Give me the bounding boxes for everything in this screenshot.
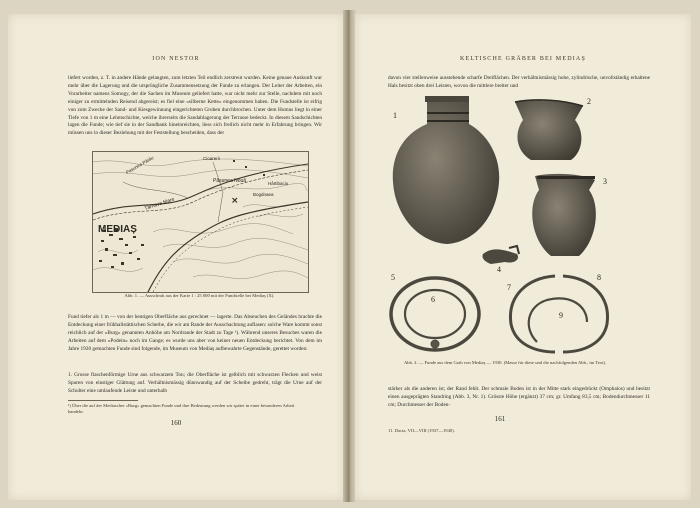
plate-number-7: 7: [507, 283, 511, 292]
rings-5-6: [391, 278, 479, 350]
plate-number-1: 1: [393, 111, 397, 120]
plate-number-6: 6: [431, 295, 435, 304]
right-paragraph-2: stärker als die anderen ist; der Rand fehlt. Der schmale Boden ist in der Mitte stark eingedrückt (Omphalos) und besitzt einen ausgeprägten Standring (Abb. 3, Nr. 1). Grösste Höhe (ergänzt) 37 cm; gr. Umfang 83,5 cm; Bodendurchmesser 11 cm; Durchmesser der Boden-: [388, 386, 650, 408]
right-running-head: KELTISCHE GRÄBER BEI MEDIAȘ: [459, 56, 586, 62]
map-drawing: [93, 152, 308, 292]
urn-1: [393, 96, 499, 244]
map-label-cioarerii: Cioarerii: [203, 156, 220, 161]
left-paragraph-2: Fund tiefer als 1 m — von der heutigen Oberfläche aus gerechnet — lagerte. Das Abseuchen des Geländes brachte die Entdeckung einer frühhallstättischen Scherbe, die wir am Rande der Ausschachtung auflasen: solche Ware kommt sonst reichlich auf der «Burg» genannten Anhöhe am Nordrande der Stadt zu Tage ¹). Während unseres Besuches waren die Arbeiten auf dem «Podein» noch im Gange; es wurde uns aber von keiner neuen Entdeckung berichtet. Von dem im Jahre 1930 gemachten Funde sind folgende, im Museum von Mediaș aufbewahrte Gegenstände, gerettet worden:: [68, 314, 322, 352]
map-label-tarnava: Târnava Mare: [143, 196, 176, 212]
map-label-pasunea-noua: Pășunea Nouă: [213, 178, 247, 184]
right-page-number: 161: [494, 415, 506, 423]
left-page-number: 160: [170, 419, 182, 427]
topographic-map: [92, 151, 309, 293]
vessel-2: [515, 100, 583, 160]
artifact-photos: [387, 96, 619, 358]
plate-number-4: 4: [497, 265, 501, 274]
left-footnote: ¹) Über die auf der Mediascher «Burg» gemachten Funde und ihre Bedeutung werden wir später in einer besonderen Arbeit handeln.: [68, 403, 295, 415]
left-running-head: ION NESTOR: [152, 56, 200, 62]
footnote-rule: [68, 400, 138, 401]
fibula-4: [482, 246, 519, 264]
plate-number-5: 5: [391, 273, 395, 282]
plate-number-9: 9: [559, 311, 563, 320]
plate-number-8: 8: [597, 273, 601, 282]
right-paragraph-1: davon vier stellenweise ausstehende scharfe Dreiflächen. Der verhältnismässig hohe, zylindrische, unvollständig erhaltene Hals besitzt oben drei Leisten, wovon die mittlere breiter und: [388, 75, 650, 89]
artifact-plate: [387, 96, 619, 358]
plate-number-2: 2: [587, 97, 591, 106]
find-spot-marker: ×: [231, 196, 239, 206]
left-item-1: 1. Grosse flaschenförmige Urne aus schwarzem Ton; die Oberfläche ist gelblich mit schwarzen Flecken und weist Spuren von einstiger Glättung auf. Verhältnismässig dünnwandig auf der Scheibe gedreht, trägt die Urne auf der Schulter eine umlaufende Leiste und unterhalb: [68, 372, 322, 394]
map-caption: Abb. 1. — Ausschnitt aus der Karte 1 : 25 000 mit der Fundstelle bei Mediaș (X).: [124, 293, 275, 298]
right-source-line: 11. Dacia, VII—VIII (1937—1940).: [388, 428, 455, 433]
map-label-bogdnaea: Bogdnaea: [253, 192, 274, 197]
plate-number-3: 3: [603, 177, 607, 186]
vessel-3: [532, 174, 596, 256]
map-label-hartibaciu: Hârtibaciu: [268, 181, 289, 186]
plate-caption: Abb. 2. — Funde aus dem Grab von Mediaș — 1930. (Masse für diese und die nachfolgenden Abb., im Text).: [403, 360, 607, 365]
map-label-medias: MEDIAȘ: [98, 224, 137, 235]
map-label-pasunea-paraului: Pașunea Pârâu: [125, 155, 155, 175]
left-paragraph-1: liefert worden, z. T. in andere Hände gelangten, zum letzten Teil endlich zerstreut wurden. Keine genaue Auskunft war mehr über die Lagerung und die ursprüngliche Zusammensetzung der Funde zu erlangen. Der Leiter der Arbeiten, ein Vorarbeiter namens Somogy, der die Sachen im Museum geliefert hatte, war nicht mehr zur Stelle, nachdem mit noch einiger zu ermittelnden Reisend abgereist; es fiel eine «silberne Kette» eingenommen haben. Die Fundstelle ist eifrig von zum Zwecke der Sand- und Kiesgewinnung eingerichteten Gruben durchbrochen. Unter dem Humus liegt in einer Tiefe von 1 m eine Lehmschichte, welche ihrerseits die Sandablagerung der Terrasse bedeckt. In diesem Sandschichten lagen die Funde; wie tief sie in der Sandbank hineinreichten, liess sich freilich nicht mehr in Erfahrung bringen. Wir müssen uns in dieser Beziehung mit der Feststellung bescheiden, dass der: [68, 75, 322, 137]
